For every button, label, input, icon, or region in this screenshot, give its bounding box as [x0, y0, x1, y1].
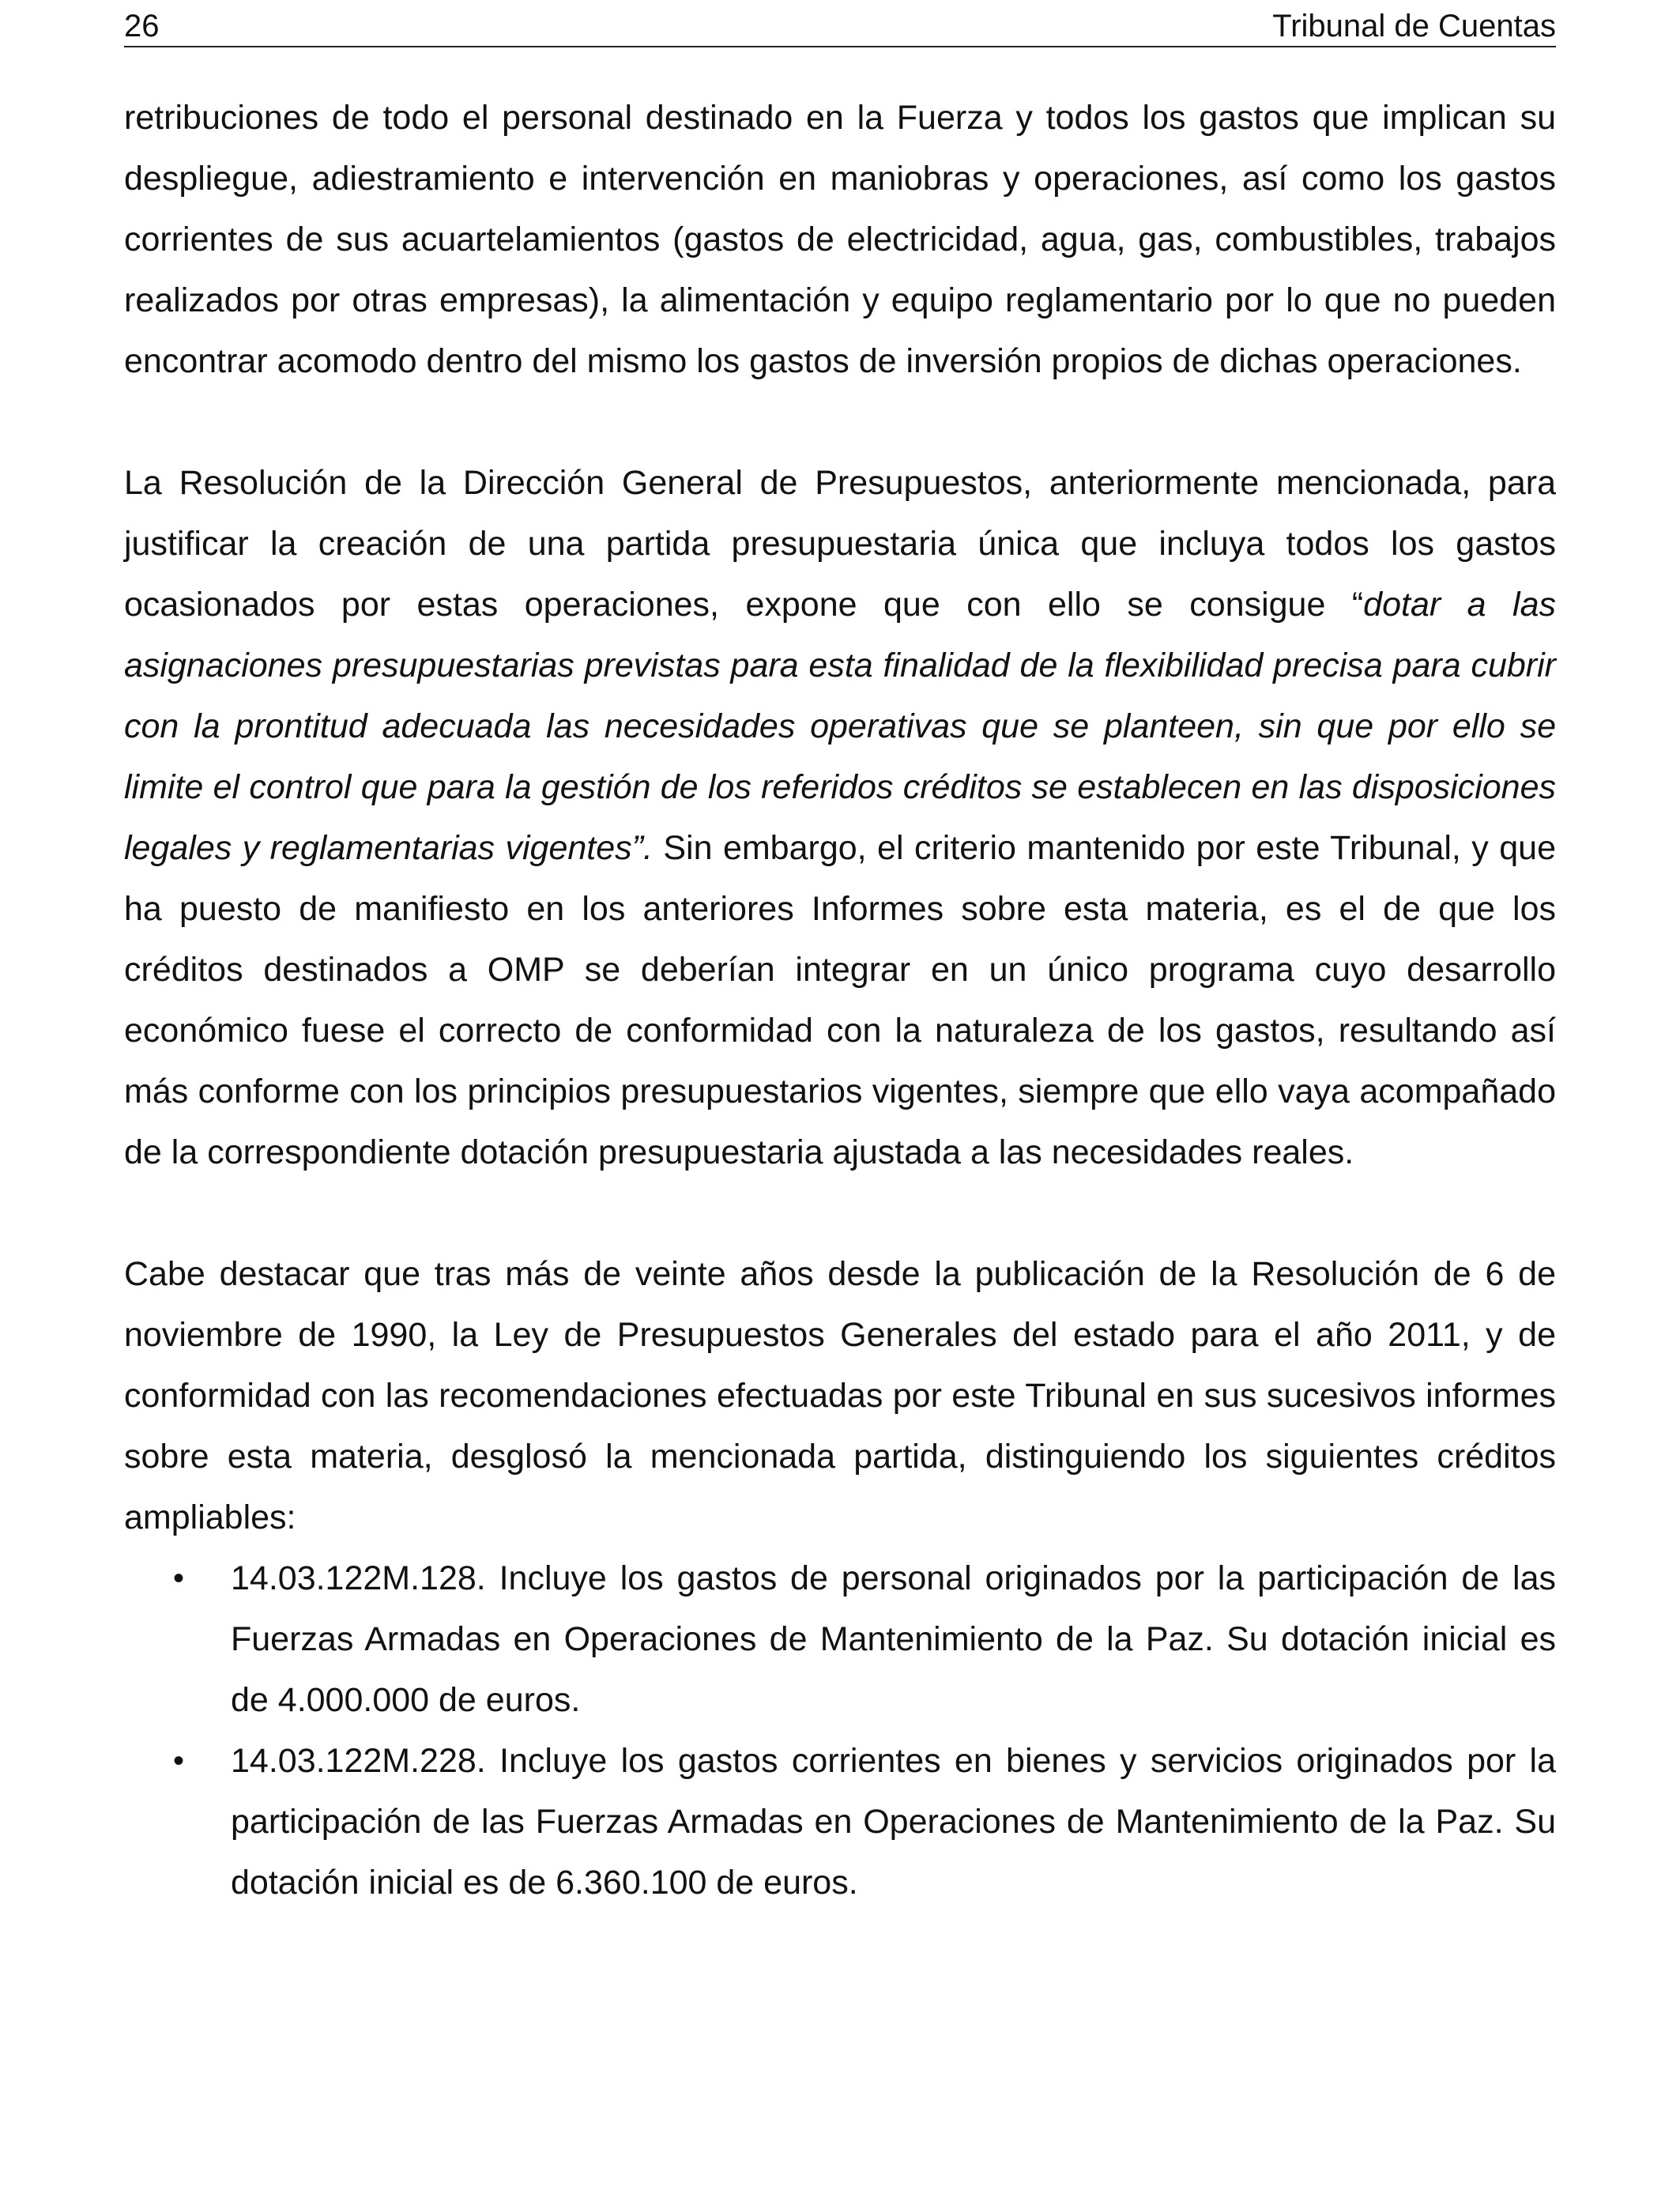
paragraph-1: retribuciones de todo el personal destinado en la Fuerza y todos los gastos que implican su despliegue, adiestramiento e intervención en maniobras y operaciones, así como los gastos corrientes de sus acuartelamientos (gastos de electricidad, agua, gas, combustibles, trabajos realizados por otras empresas), la alimentación y equipo reglamentario por lo que no pueden encontrar acomodo dentro del mismo los gastos de inversión propios de dichas operaciones. — [124, 99, 1556, 380]
page-number: 26 — [124, 9, 160, 43]
body-text — [124, 88, 1556, 1913]
bullet-text-2: 14.03.122M.228. Incluye los gastos corrientes en bienes y servicios originados por la participación de las Fuerzas Armadas en Operaciones de Mantenimiento de la Paz. Su dotación inicial es de 6.360.100 de euros. — [231, 1742, 1556, 1902]
bullet-item-2 — [124, 1731, 1556, 1913]
paragraph-2-intro: La Resolución de la Dirección General de Presupuestos, anteriormente mencionada, para justificar la creación de una partida presupuestaria única que incluya todos los gastos ocasionados por estas operaciones, expone que con ello se consigue “ — [124, 464, 1556, 624]
bullet-item-1 — [124, 1548, 1556, 1731]
paragraph-2-rest: Sin embargo, el criterio mantenido por este Tribunal, y que ha puesto de manifiesto en los anteriores Informes sobre esta materia, es el de que los créditos destinados a OMP se deberían integrar en un único programa cuyo desarrollo económico fuese el correcto de conformidad con la naturaleza de los gastos, resultando así más conforme con los principios presupuestarios vigentes, siempre que ello vaya acompañado de la correspondiente dotación presupuestaria ajustada a las necesidades reales. — [124, 829, 1556, 1171]
paragraph-2-quote: dotar a las asignaciones presupuestarias previstas para esta finalidad de la flexibilidad precisa para cubrir con la prontitud adecuada las necesidades operativas que se planteen, sin que por ello se limite el control que para la gestión de los referidos créditos se establecen en las disposiciones legales y reglamentarias vigentes”. — [124, 586, 1556, 867]
running-title: Tribunal de Cuentas — [1272, 9, 1556, 43]
bullet-list — [124, 1548, 1556, 1913]
bullet-icon: • — [173, 1744, 185, 1778]
paragraph-3: Cabe destacar que tras más de veinte años desde la publicación de la Resolución de 6 de noviembre de 1990, la Ley de Presupuestos Generales del estado para el año 2011, y de conformidad con las recomendaciones efectuadas por este Tribunal en sus sucesivos informes sobre esta materia, desglosó la mencionada partida, distinguiendo los siguientes créditos ampliables: — [124, 1255, 1556, 1536]
bullet-text-1: 14.03.122M.128. Incluye los gastos de personal originados por la participación de las Fuerzas Armadas en Operaciones de Mantenimiento de la Paz. Su dotación inicial es de 4.000.000 de euros. — [231, 1559, 1556, 1719]
paragraph-2 — [124, 453, 1556, 1183]
page-header — [124, 6, 1556, 47]
bullet-icon: • — [173, 1561, 185, 1596]
